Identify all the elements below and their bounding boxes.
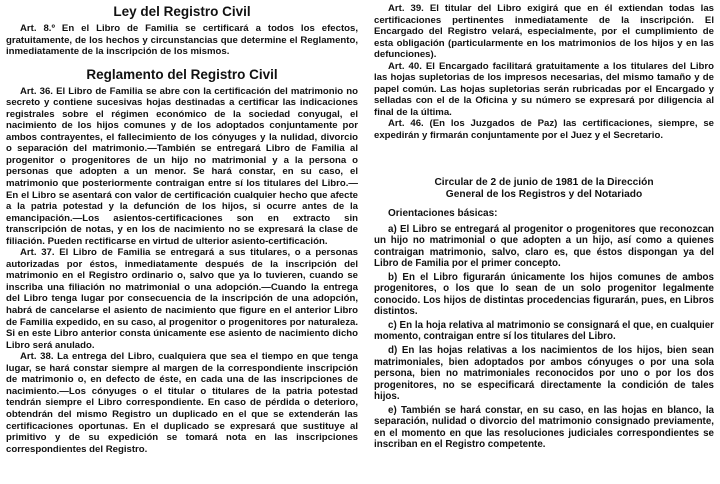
article-39 — [374, 3, 714, 61]
circular-title-line1: Circular de 2 de junio de 1981 de la Dirección — [434, 176, 654, 188]
law-title: Ley del Registro Civil — [113, 4, 251, 19]
article-37 — [6, 247, 358, 351]
article-8 — [6, 23, 358, 58]
article-label: Art. 46. — [388, 118, 424, 130]
article-40 — [374, 61, 714, 119]
orientation-item-d: d) En las hojas relativas a los nacimientos de los hijos, bien sean matrimoniales, bien adoptados por ambos cónyuges o por una sola persona, bien no matrimoniales reconocidos por uno o por los dos progenitores, no se especificará directamente la condición de tales hijos. — [374, 345, 714, 403]
orientation-item-b: b) En el Libro figurarán únicamente los hijos comunes de ambos progenitores, o los que lo sean de un solo progenitor legalmente conocido. Los hijos de distintas procedencias figurarán, pues, en Libros distintos. — [374, 271, 714, 318]
right-column — [374, 3, 714, 451]
article-text: El Libro de Familia se abre con la certificación del matrimonio no secreto y contiene sucesivas hojas destinadas a certificar las indicaciones registrales sobre el régimen económico de la sociedad conyugal, el nacimiento de los hijos comunes y de los adoptados conjuntamente por ambos contrayentes, el fallecimiento de los cónyuges y la nulidad, divorcio o separación del matrimonio.—También se entregará Libro de Familia al progenitor o progenitores de un hijo no matrimonial y a la persona o personas que adopten a un menor. Se hará constar, en su caso, el matrimonio que posteriormente contraigan entre sí los titulares del Libro.—En el Libro se asentará con valor de certificación cualquier hecho que afecte a la patria potestad y la defunción de los hijos, si ocurre antes de la emancipación.—Los asientos-certificaciones son en extracto sin transcripción de notas, y en los de nacimiento no se expresará la clase de filiación. Pueden rectificarse en virtud de ulterior asiento-certificación. — [6, 85, 358, 247]
article-text: En el Libro de Familia se certificará a todos los efectos, gratuitamente, de los hechos y circunstancias que determine el Reglamento, inmediatamente de la inscripción de los mismos. — [6, 23, 358, 58]
article-text: El Libro de Familia se entregará a sus titulares, o a personas autorizadas por éstos, inmediatamente después de la inscripción del matrimonio en el Registro ordinario o, salvo que ya lo tuvieren, cuando se inscriba una filiación no matrimonial o una adopción.—Cuando la entrega del Libro tenga lugar por consecuencia de la inscripción de una adopción, habrá de cancelarse el asiento de nacimiento que figure en el anterior Libro de Familia expedido, en su caso, al progenitor o progenitores por naturaleza. Si en este Libro anterior consta únicamente ese asiento de nacimiento dicho Libro será anulado. — [6, 247, 358, 351]
left-column — [6, 3, 358, 455]
circular-title-line2: General de los Registros y del Notariado — [445, 188, 643, 200]
article-label: Art. 40. — [388, 60, 422, 72]
article-label: Art. 37. — [20, 247, 55, 259]
article-text: (En los Juzgados de Paz) las certificaciones, siempre, se expedirán y firmarán conjuntamente por el Juez y el Secretario. — [374, 118, 715, 142]
article-text: La entrega del Libro, cualquiera que sea el tiempo en que tenga lugar, se hará constar siempre al margen de la correspondiente inscripción de matrimonio o, en defecto de éste, en cada una de las inscripciones de nacimiento.—Los cónyuges o el titular o titulares de la patria potestad tendrán siempre el Libro correspondiente. En caso de pérdida o deterioro, obtendrán del mismo Registro un duplicado en el que se extenderán las certificaciones oportunas. En el duplicado se expresará que sustituye al primitivo y de su expedición se tomará nota en las inscripciones correspondientes del Registro. — [6, 351, 358, 455]
orientation-item-a: a) El Libro se entregará al progenitor o progenitores que reconozcan un hijo no matrimonial o que adopten a un hijo, así como a quienes contraigan matrimonio, salvo, claro es, que éstos dispongan ya del Libro de Familia por el primer concepto. — [374, 223, 714, 270]
orientation-item-e: e) También se hará constar, en su caso, en las hojas en blanco, la separación, nulidad o divorcio del matrimonio consignado previamente, en el momento en que las resoluciones judiciales correspondientes se inscriban en el Registro competente. — [374, 404, 714, 451]
article-label: Art. 8.º — [20, 23, 55, 34]
orientaciones-heading: Orientaciones básicas: — [388, 207, 498, 219]
orientation-item-c: c) En la hoja relativa al matrimonio se consignará el que, en cualquier momento, contraigan entre sí los titulares del Libro. — [374, 319, 714, 343]
article-label: Art. 38. — [20, 351, 54, 363]
article-label: Art. 39. — [388, 3, 424, 14]
article-text: El titular del Libro exigirá que en él extiendan todas las certificaciones pertinentes inmediatamente de la inscripción. El Encargado del Registro velará, especialmente, por el cumplimiento de esta obligación (particularmente en los matrimonios de los hijos y en las defunciones). — [374, 3, 714, 61]
article-label: Art. 36. — [20, 85, 53, 97]
article-38 — [6, 351, 358, 455]
article-text: El Encargado facilitará gratuitamente a los titulares del Libro las hojas supletorias de los impresos necesarias, del mismo tamaño y de papel común. Las hojas supletorias serán rubricadas por el Encargado y selladas con el de la Oficina y su número se expresará por diligencia al final de la última. — [374, 60, 714, 118]
regulation-title: Reglamento del Registro Civil — [86, 66, 278, 82]
article-36 — [6, 86, 358, 248]
article-46 — [374, 118, 714, 141]
